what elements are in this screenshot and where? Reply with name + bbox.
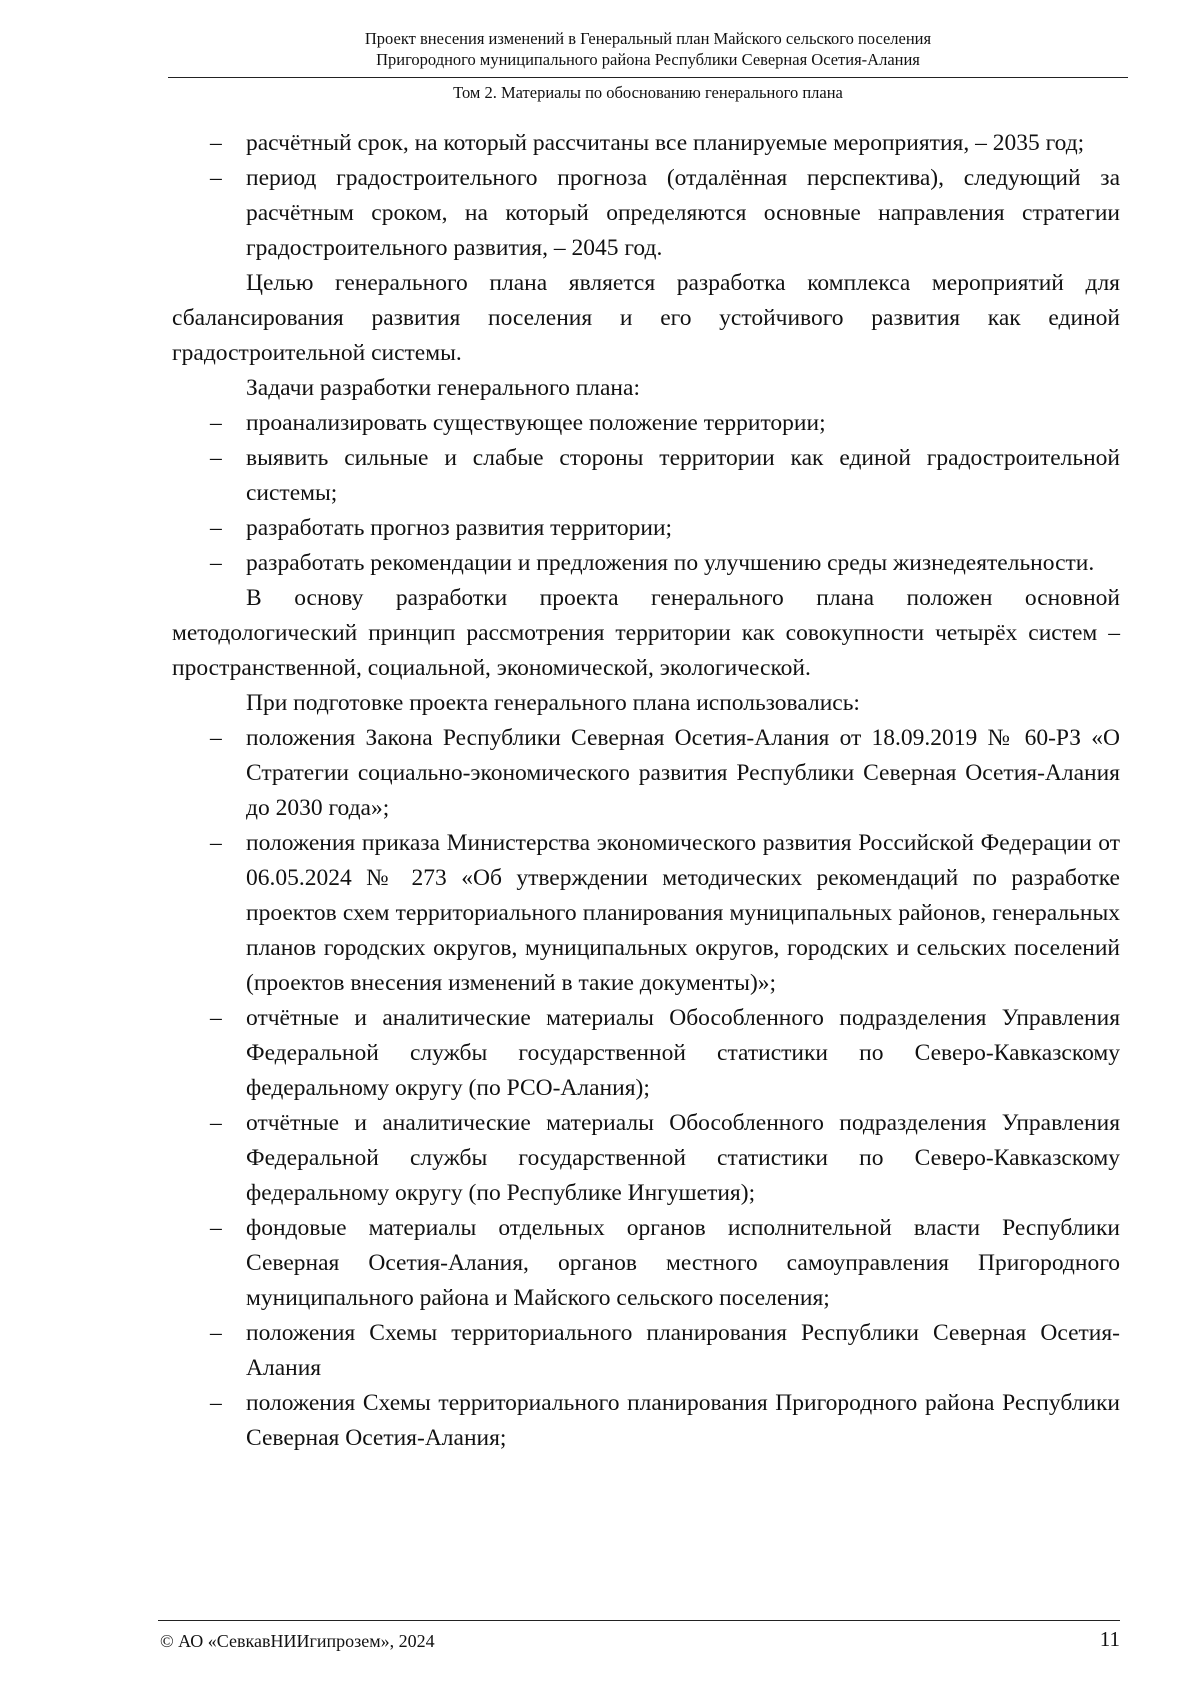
paragraph-tasks-intro: Задачи разработки генерального плана:	[246, 375, 640, 401]
dash-bullet: –	[210, 1215, 222, 1241]
list-item	[172, 1211, 1120, 1316]
dash-bullet: –	[210, 130, 222, 156]
list-item-text: отчётные и аналитические материалы Обособленного подразделения Управления Федеральной службы государственной статистики по Северо-Кавказскому федеральному округу (по РСО-Алания);	[246, 1005, 1120, 1101]
list-item	[172, 1386, 1120, 1456]
dash-bullet: –	[210, 1005, 222, 1031]
timeframe-list	[172, 126, 1120, 266]
page-header	[168, 28, 1128, 102]
list-item	[172, 511, 1120, 546]
dash-bullet: –	[210, 445, 222, 471]
footer-copyright: © АО «СевкавНИИгипрозем», 2024	[160, 1631, 435, 1651]
list-item-text: выявить сильные и слабые стороны территории как единой градостроительной системы;	[246, 445, 1120, 506]
header-title-line2: Пригородного муниципального района Республики Северная Осетия-Алания	[376, 50, 920, 69]
tasks-list	[172, 406, 1120, 581]
dash-bullet: –	[210, 1110, 222, 1136]
list-item-text: расчётный срок, на который рассчитаны все планируемые мероприятия, – 2035 год;	[246, 130, 1085, 156]
dash-bullet: –	[210, 550, 222, 576]
header-title-line1: Проект внесения изменений в Генеральный план Майского сельского поселения	[364, 29, 932, 48]
page-number: 11	[1099, 1627, 1120, 1651]
dash-bullet: –	[210, 1390, 222, 1416]
list-item-text: отчётные и аналитические материалы Обособленного подразделения Управления Федеральной службы государственной статистики по Северо-Кавказскому федеральному округу (по Республике Ингушетия);	[246, 1110, 1120, 1206]
list-item	[172, 721, 1120, 826]
document-body	[172, 126, 1120, 1456]
list-item	[172, 826, 1120, 1001]
list-item-text: положения Закона Республики Северная Осетия-Алания от 18.09.2019 № 60-РЗ «О Стратегии социально-экономического развития Республики Северная Осетия-Алания до 2030 года»;	[246, 725, 1120, 821]
list-item	[172, 406, 1120, 441]
list-item-text: положения Схемы территориального планирования Республики Северная Осетия-Алания	[246, 1320, 1120, 1381]
list-item-text: положения приказа Министерства экономического развития Российской Федерации от 06.05.2024 № 273 «Об утверждении методических рекомендаций по разработке проектов схем территориального планирования муниципальных районов, генеральных планов городских округов, муниципальных округов, городских и сельских поселений (проектов внесения изменений в такие документы)»;	[246, 830, 1120, 996]
list-item	[172, 1106, 1120, 1211]
footer-divider	[158, 1620, 1120, 1621]
list-item-text: разработать прогноз развития территории;	[246, 515, 673, 541]
sources-list	[172, 721, 1120, 1456]
list-item	[172, 126, 1120, 161]
dash-bullet: –	[210, 165, 222, 191]
dash-bullet: –	[210, 830, 222, 856]
dash-bullet: –	[210, 410, 222, 436]
list-item	[172, 1001, 1120, 1106]
list-item-text: разработать рекомендации и предложения по улучшению среды жизнедеятельности.	[246, 550, 1095, 576]
paragraph-basis: В основу разработки проекта генерального плана положен основной методологический принцип рассмотрения территории как совокупности четырёх систем – пространственной, социальной, экономической, экологической.	[172, 585, 1120, 681]
list-item	[172, 441, 1120, 511]
dash-bullet: –	[210, 1320, 222, 1346]
list-item	[172, 546, 1120, 581]
paragraph-goal: Целью генерального плана является разработка комплекса мероприятий для сбалансирования развития поселения и его устойчивого развития как единой градостроительной системы.	[172, 270, 1120, 366]
list-item-text: положения Схемы территориального планирования Пригородного района Республики Северная Осетия-Алания;	[246, 1390, 1120, 1451]
list-item	[172, 161, 1120, 266]
paragraph-sources-intro: При подготовке проекта генерального плана использовались:	[246, 690, 860, 716]
dash-bullet: –	[210, 725, 222, 751]
list-item	[172, 1316, 1120, 1386]
list-item-text: фондовые материалы отдельных органов исполнительной власти Республики Северная Осетия-Алания, органов местного самоуправления Пригородного муниципального района и Майского сельского поселения;	[246, 1215, 1120, 1311]
list-item-text: проанализировать существующее положение территории;	[246, 410, 826, 436]
list-item-text: период градостроительного прогноза (отдалённая перспектива), следующий за расчётным сроком, на который определяются основные направления стратегии градостроительного развития, – 2045 год.	[246, 165, 1120, 261]
dash-bullet: –	[210, 515, 222, 541]
header-divider	[168, 77, 1128, 78]
header-volume: Том 2. Материалы по обоснованию генерального плана	[453, 83, 843, 102]
